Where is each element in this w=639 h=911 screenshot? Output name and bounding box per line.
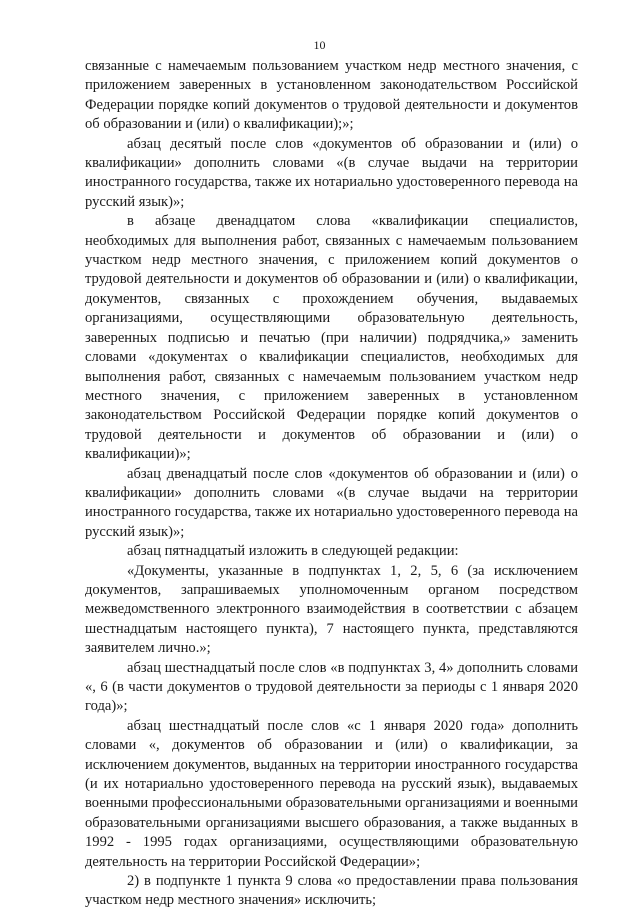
paragraph: «Документы, указанные в подпунктах 1, 2, 5, 6 (за исключением документов, запрашиваемых уполномоченным органом посредством межведомственного электронного взаимодействия в соответствии с абзацем шестнадцатым настоящего пункта), 7 настоящего пункта, представляются заявителем лично.»;	[85, 562, 578, 657]
paragraph: 2) в подпункте 1 пункта 9 слова «о предоставлении права пользования участком недр местного значения» исключить;	[85, 873, 578, 909]
paragraph: абзац шестнадцатый после слов «с 1 января 2020 года» дополнить словами «, документов об образовании и (или) о квалификации, за исключением документов, выданных на территории иностранного государства (и их нотариально удостоверенного перевода на русский язык), выдаваемых военными профессиональными образовательными организациями и военными образовательными организациями высшего образования, а также выданных в 1992 - 1995 годах организациями, осуществляющими образовательную деятельность на территории Российской Федерации»;	[85, 717, 578, 870]
paragraph: в абзаце двенадцатом слова «квалификации специалистов, необходимых для выполнения работ, связанных с намечаемым пользованием участком недр местного значения, с приложением копий документов о трудовой деятельности и документов об образовании и (или) о квалификации, документов, связанных с прохождением обучения, выдаваемых организациями, осуществляющими образовательную деятельность, заверенных подписью и печатью (при наличии) подрядчика,» заменить словами «документах о квалификации специалистов, необходимых для выполнения работ, связанных с намечаемым пользованием участком недр местного значения, с приложением заверенных в установленном законодательством Российской Федерации порядке копий документов о трудовой деятельности и документов об образовании и (или) о квалификации)»;	[85, 213, 578, 463]
paragraph: абзац пятнадцатый изложить в следующей редакции:	[127, 543, 459, 560]
paragraph: абзац двенадцатый после слов «документов об образовании и (или) о квалификации» дополнить словами «(в случае выдачи на территории иностранного государства, также их нотариально удостоверенного перевода на русский язык)»;	[85, 465, 578, 540]
paragraph: абзац десятый после слов «документов об образовании и (или) о квалификации» дополнить словами «(в случае выдачи на территории иностранного государства, также их нотариально удостоверенного перевода на русский язык)»;	[85, 135, 578, 210]
document-body	[85, 57, 578, 911]
page-number: 10	[313, 38, 326, 52]
paragraph: связанные с намечаемым пользованием участком недр местного значения, с приложением заверенных в установленном законодательством Российской Федерации порядке копий документов о трудовой деятельности и документов об образовании и (или) о квалификации);»;	[85, 58, 578, 133]
paragraph: абзац шестнадцатый после слов «в подпунктах 3, 4» дополнить словами «, 6 (в части документов о трудовой деятельности за периоды с 1 января 2020 года)»;	[85, 659, 578, 715]
